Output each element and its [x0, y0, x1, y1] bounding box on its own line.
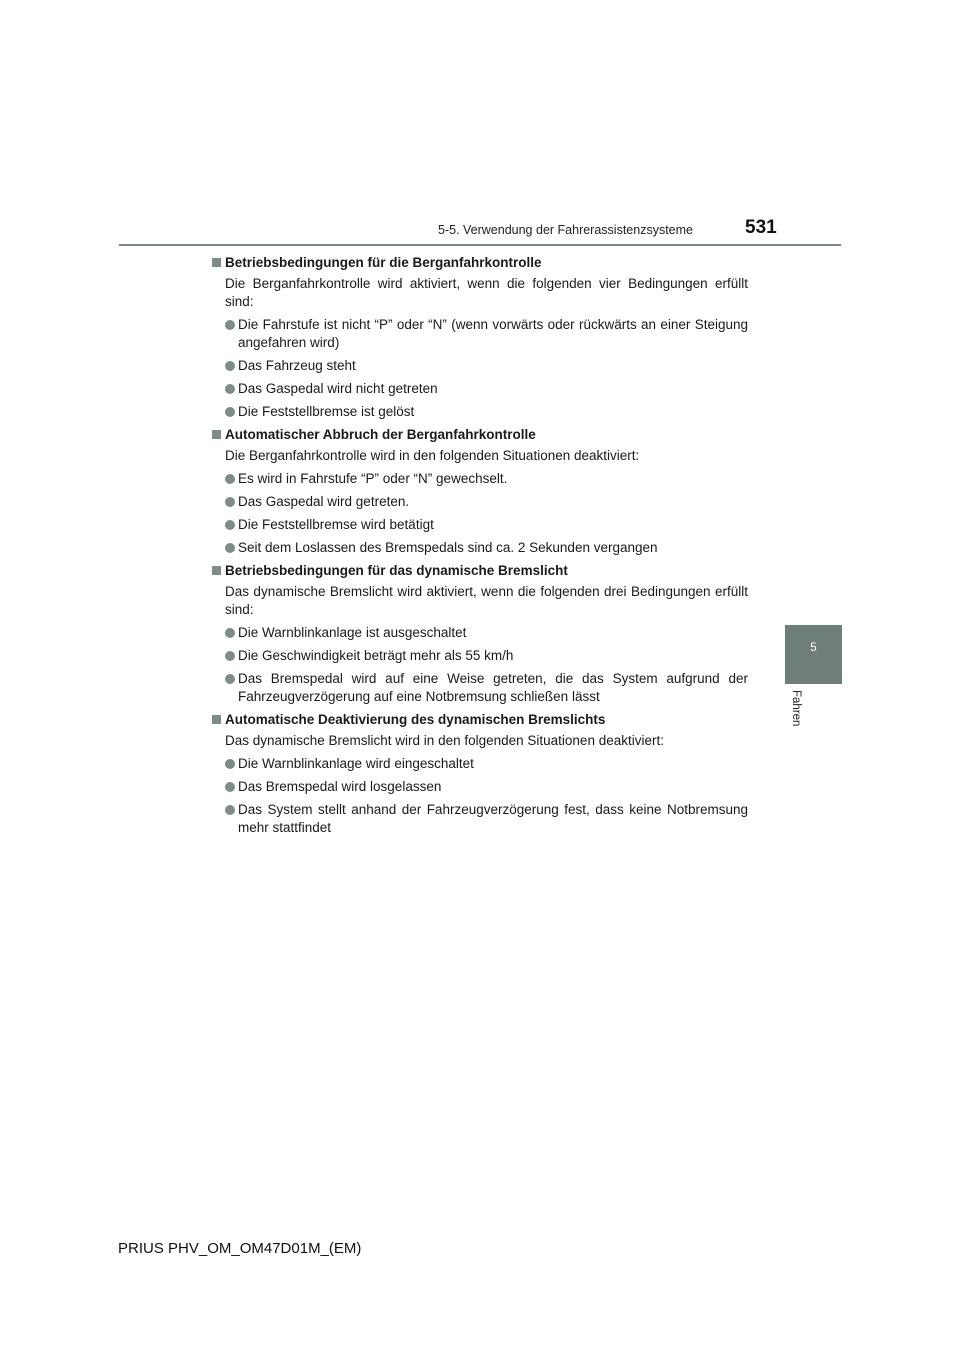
page-number: 531 [745, 217, 777, 238]
circle-bullet-icon [225, 782, 235, 792]
circle-bullet-icon [225, 674, 235, 684]
chapter-number: 5 [810, 642, 817, 654]
circle-bullet-icon [225, 543, 235, 553]
section-intro: Die Berganfahrkontrolle wird in den folgenden Situationen deaktiviert: [225, 448, 640, 463]
list-item: Die Feststellbremse ist gelöst [212, 403, 748, 421]
list-item: Die Feststellbremse wird betätigt [212, 516, 748, 534]
circle-bullet-icon [225, 474, 235, 484]
circle-bullet-icon [225, 361, 235, 371]
header-divider [119, 244, 841, 246]
running-header: 5-5. Verwendung der Fahrerassistenzsysteme [438, 223, 693, 237]
section-heading: Automatischer Abbruch der Berganfahrkontrolle [212, 426, 748, 444]
section-brake-light-deactivation [212, 711, 748, 837]
list-item: Die Fahrstufe ist nicht “P” oder “N” (wenn vorwärts oder rückwärts an einer Steigung angefahren wird) [212, 316, 748, 352]
circle-bullet-icon [225, 384, 235, 394]
section-berganfahr-conditions [212, 254, 748, 421]
circle-bullet-icon [225, 759, 235, 769]
section-intro: Die Berganfahrkontrolle wird aktiviert, wenn die folgenden vier Bedingungen erfüllt sind: [225, 276, 748, 309]
circle-bullet-icon [225, 520, 235, 530]
section-intro: Das dynamische Bremslicht wird in den folgenden Situationen deaktiviert: [225, 733, 664, 748]
section-intro: Das dynamische Bremslicht wird aktiviert, wenn die folgenden drei Bedingungen erfüllt sind: [225, 584, 748, 617]
section-heading: Automatische Deaktivierung des dynamischen Bremslichts [212, 711, 748, 729]
circle-bullet-icon [225, 320, 235, 330]
section-berganfahr-cancel [212, 426, 748, 557]
square-bullet-icon [212, 566, 221, 575]
square-bullet-icon [212, 430, 221, 439]
list-item: Die Warnblinkanlage ist ausgeschaltet [212, 624, 748, 642]
list-item: Das Fahrzeug steht [212, 357, 748, 375]
square-bullet-icon [212, 715, 221, 724]
list-item: Die Geschwindigkeit beträgt mehr als 55 km/h [212, 647, 748, 665]
section-brake-light-conditions [212, 562, 748, 706]
section-heading: Betriebsbedingungen für die Berganfahrkontrolle [212, 254, 748, 272]
page-content [212, 254, 748, 842]
circle-bullet-icon [225, 497, 235, 507]
list-item: Das Gaspedal wird nicht getreten [212, 380, 748, 398]
circle-bullet-icon [225, 651, 235, 661]
list-item: Das Bremspedal wird auf eine Weise getreten, die das System aufgrund der Fahrzeugverzögerung auf eine Notbremsung schließen lässt [212, 670, 748, 706]
section-heading: Betriebsbedingungen für das dynamische Bremslicht [212, 562, 748, 580]
list-item: Seit dem Loslassen des Bremspedals sind ca. 2 Sekunden vergangen [212, 539, 748, 557]
square-bullet-icon [212, 258, 221, 267]
chapter-label: Fahren [790, 690, 802, 727]
chapter-tab [785, 625, 842, 684]
list-item: Das Gaspedal wird getreten. [212, 493, 748, 511]
list-item: Das Bremspedal wird losgelassen [212, 778, 748, 796]
circle-bullet-icon [225, 805, 235, 815]
list-item: Die Warnblinkanlage wird eingeschaltet [212, 755, 748, 773]
circle-bullet-icon [225, 628, 235, 638]
list-item: Das System stellt anhand der Fahrzeugverzögerung fest, dass keine Notbremsung mehr stattfindet [212, 801, 748, 837]
circle-bullet-icon [225, 407, 235, 417]
list-item: Es wird in Fahrstufe “P” oder “N” gewechselt. [212, 470, 748, 488]
document-footer: PRIUS PHV_OM_OM47D01M_(EM) [118, 1240, 362, 1257]
